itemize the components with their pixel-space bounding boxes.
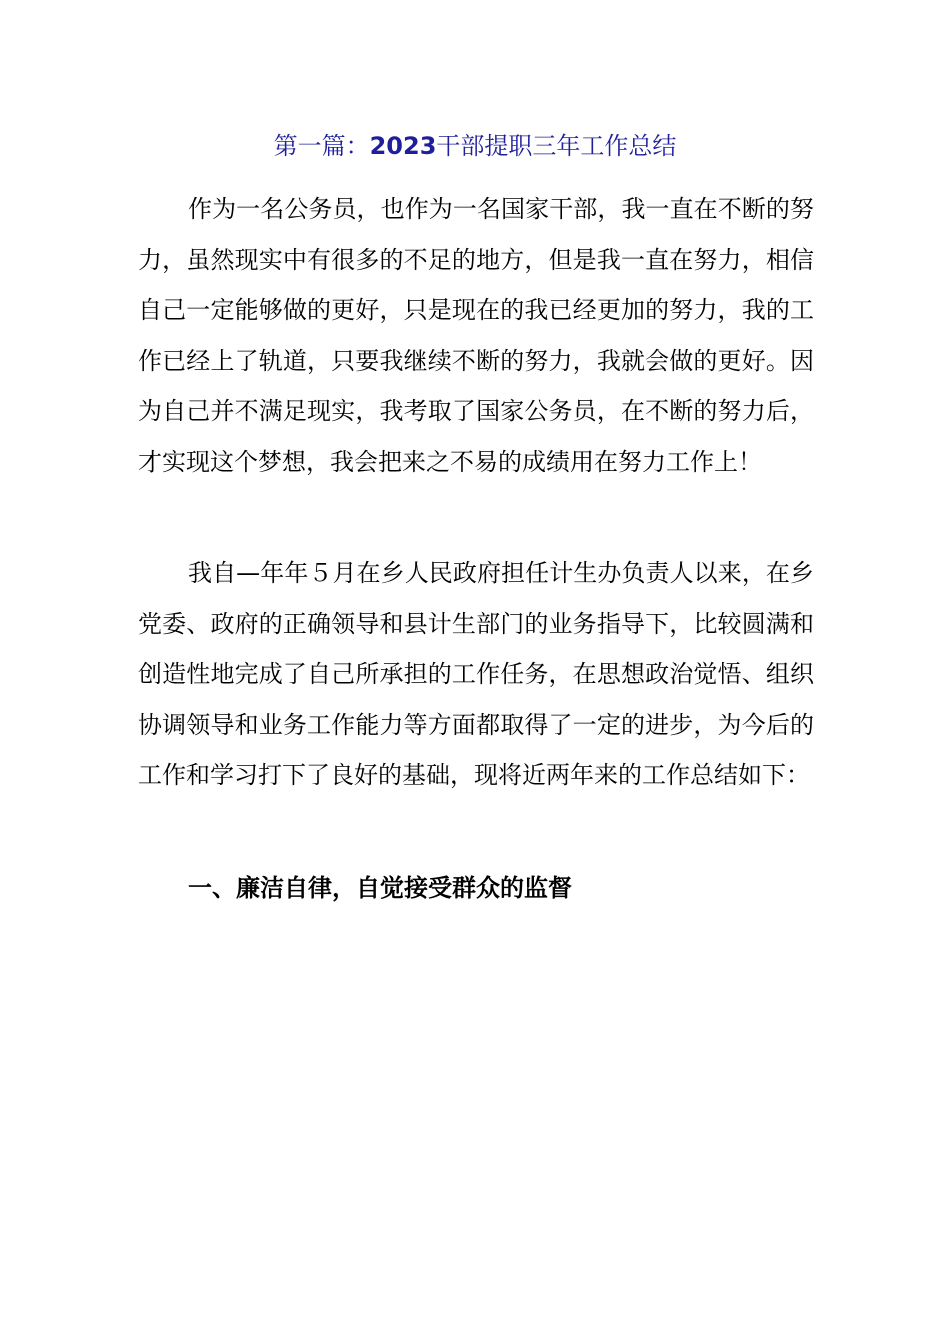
title-year: 2023 [369,132,437,160]
title-prefix: 第一篇： [273,132,370,160]
paragraph-2: 我自—年年５月在乡人民政府担任计生办负责人以来，在乡党委、政府的正确领导和县计生部门的业务指导下，比较圆满和创造性地完成了自己所承担的工作任务，在思想政治觉悟、组织协调领导和业务工作能力等方面都取得了一定的进步，为今后的工作和学习打下了良好的基础，现将近两年来的工作总结如下： [138,559,814,789]
document-title [0,128,950,164]
title-suffix: 干部提职三年工作总结 [436,132,677,160]
paragraph-1: 作为一名公务员，也作为一名国家干部，我一直在不断的努力，虽然现实中有很多的不足的地方，但是我一直在努力，相信自己一定能够做的更好，只是现在的我已经更加的努力，我的工作已经上了轨道，只要我继续不断的努力，我就会做的更好。因为自己并不满足现实，我考取了国家公务员，在不断的努力后，才实现这个梦想，我会把来之不易的成绩用在努力工作上！ [138,195,814,476]
section-heading: 一、廉洁自律，自觉接受群众的监督 [188,874,572,902]
